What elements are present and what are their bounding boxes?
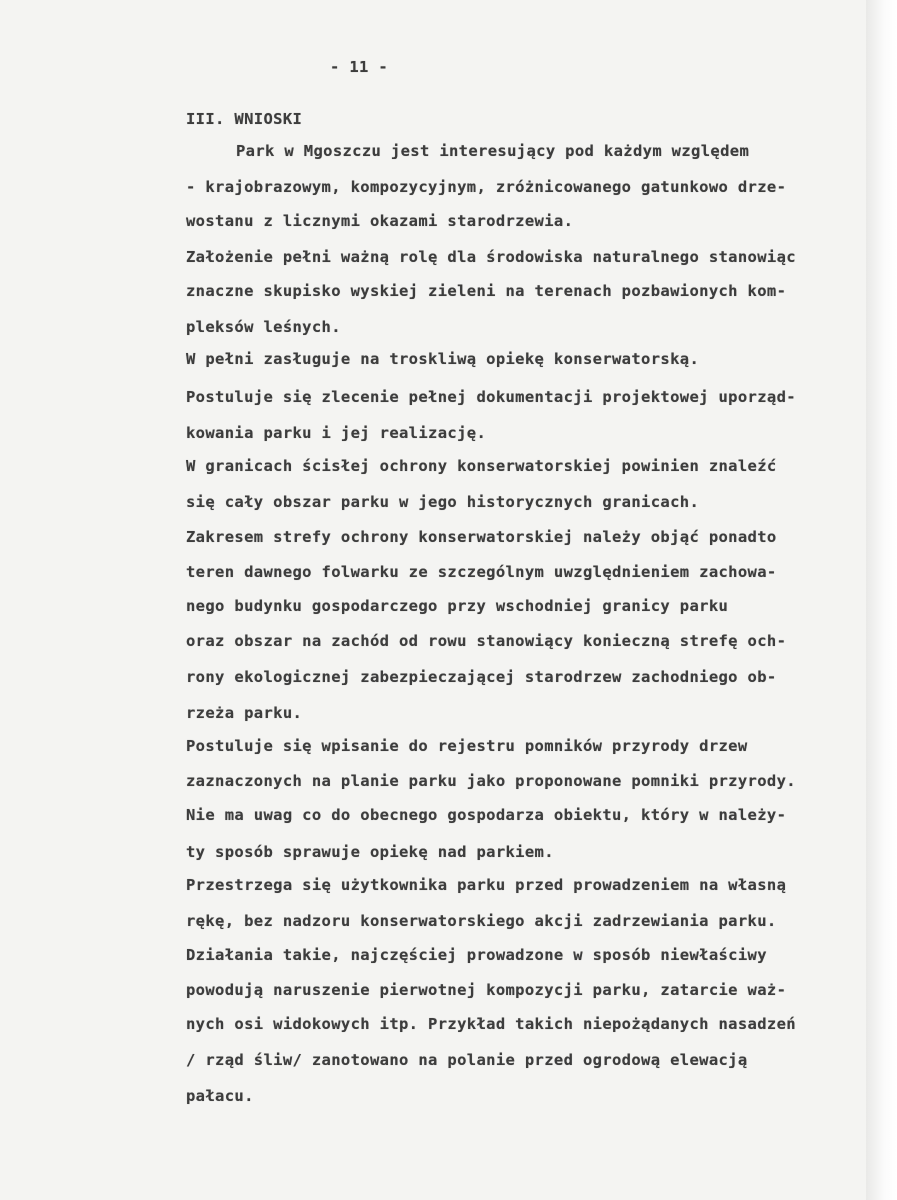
text-line: nego budynku gospodarczego przy wschodniej granicy parku bbox=[186, 597, 729, 615]
text-line: rękę, bez nadzoru konserwatorskiego akcji zadrzewiania parku. bbox=[186, 912, 777, 930]
text-line: W granicach ścisłej ochrony konserwatorskiej powinien znaleźć bbox=[186, 457, 777, 475]
text-line: Park w Mgoszczu jest interesujący pod każdym względem bbox=[236, 142, 750, 160]
text-line: Nie ma uwag co do obecnego gospodarza obiektu, który w należy- bbox=[186, 806, 787, 824]
text-line: oraz obszar na zachód od rowu stanowiący konieczną strefę och- bbox=[186, 632, 787, 650]
text-line: Przestrzega się użytkownika parku przed prowadzeniem na własną bbox=[186, 876, 787, 894]
text-line: teren dawnego folwarku ze szczególnym uwzględnieniem zachowa- bbox=[186, 563, 777, 581]
page-number: - 11 - bbox=[330, 58, 389, 76]
text-line: Postuluje się zlecenie pełnej dokumentacji projektowej uporząd- bbox=[186, 388, 796, 406]
text-line: pleksów leśnych. bbox=[186, 318, 341, 336]
text-line: pałacu. bbox=[186, 1087, 254, 1105]
text-line: zaznaczonych na planie parku jako proponowane pomniki przyrody. bbox=[186, 772, 796, 790]
text-line: W pełni zasługuje na troskliwą opiekę konserwatorską. bbox=[186, 350, 700, 368]
text-line: Zakresem strefy ochrony konserwatorskiej należy objąć ponadto bbox=[186, 528, 777, 546]
text-line: Założenie pełni ważną rolę dla środowiska naturalnego stanowiąc bbox=[186, 248, 796, 266]
text-line: nych osi widokowych itp. Przykład takich niepożądanych nasadzeń bbox=[186, 1015, 796, 1033]
text-line: rony ekologicznej zabezpieczającej starodrzew zachodniego ob- bbox=[186, 668, 777, 686]
text-line: się cały obszar parku w jego historycznych granicach. bbox=[186, 493, 700, 511]
text-line: znaczne skupisko wyskiej zieleni na terenach pozbawionych kom- bbox=[186, 282, 787, 300]
section-heading: III. WNIOSKI bbox=[186, 110, 303, 128]
text-line: rzeża parku. bbox=[186, 704, 303, 722]
text-line: / rząd śliw/ zanotowano na polanie przed ogrodową elewacją bbox=[186, 1051, 748, 1069]
text-line: Działania takie, najczęściej prowadzone w sposób niewłaściwy bbox=[186, 946, 767, 964]
text-line: ty sposób sprawuje opiekę nad parkiem. bbox=[186, 843, 554, 861]
text-line: wostanu z licznymi okazami starodrzewia. bbox=[186, 212, 574, 230]
text-line: Postuluje się wpisanie do rejestru pomników przyrody drzew bbox=[186, 737, 748, 755]
page-edge bbox=[866, 0, 897, 1200]
text-line: kowania parku i jej realizację. bbox=[186, 424, 487, 442]
text-line: - krajobrazowym, kompozycyjnym, zróżnicowanego gatunkowo drze- bbox=[186, 178, 787, 196]
text-line: powodują naruszenie pierwotnej kompozycji parku, zatarcie waż- bbox=[186, 981, 787, 999]
